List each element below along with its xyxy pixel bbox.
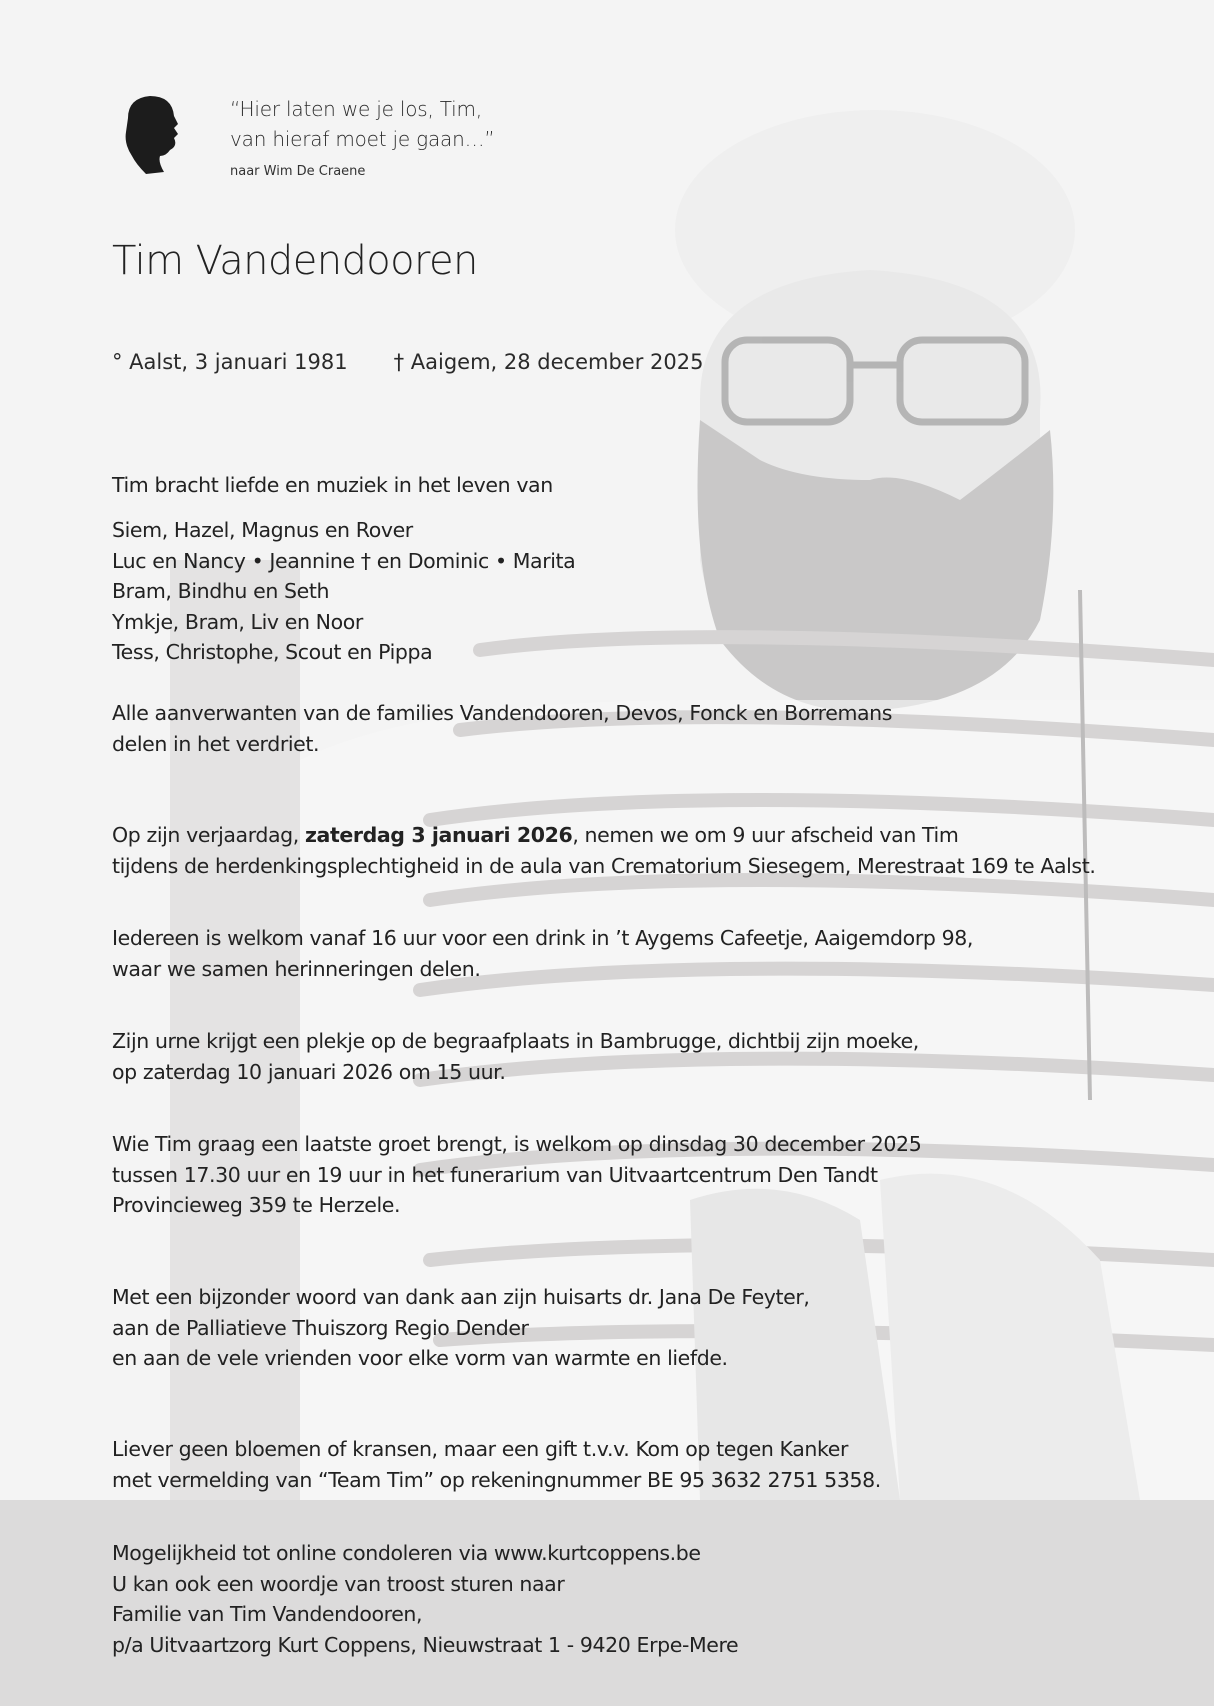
relatives-line: Alle aanverwanten van de families Vandendooren, Devos, Fonck en Borremans xyxy=(112,701,893,725)
ceremony-date: zaterdag 3 januari 2026 xyxy=(305,823,573,847)
ceremony-suffix: , nemen we om 9 uur afscheid van Tim xyxy=(572,823,959,847)
gift-paragraph xyxy=(112,1434,881,1495)
family-line: Bram, Bindhu en Seth xyxy=(112,579,330,603)
family-line: Luc en Nancy • Jeannine † en Dominic • Marita xyxy=(112,548,576,573)
life-dates xyxy=(112,350,703,374)
head-silhouette-icon xyxy=(116,94,186,176)
thanks-line: Met een bijzonder woord van dank aan zijn huisarts dr. Jana De Feyter, xyxy=(112,1285,810,1309)
gift-line: met vermelding van “Team Tim” op rekeningnummer BE 95 3632 2751 5358. xyxy=(112,1467,881,1492)
death-date: † Aaigem, 28 december 2025 xyxy=(393,350,704,374)
quote-line-1: “Hier laten we je los, Tim, xyxy=(230,97,482,121)
family-line: Ymkje, Bram, Liv en Noor xyxy=(112,609,363,634)
visit-line: Wie Tim graag een laatste groet brengt, is welkom op dinsdag 30 december 2025 xyxy=(112,1132,922,1156)
ceremony-paragraph xyxy=(112,820,1095,881)
condolences-line: U kan ook een woordje van troost sturen naar xyxy=(112,1571,565,1596)
visit-line: Provincieweg 359 te Herzele. xyxy=(112,1193,401,1217)
birth-date: ° Aalst, 3 januari 1981 xyxy=(112,350,348,374)
family-list xyxy=(112,515,575,668)
ceremony-line-1 xyxy=(112,820,1095,851)
family-line: Siem, Hazel, Magnus en Rover xyxy=(112,518,413,542)
quote-line-2: van hieraf moet je gaan…” xyxy=(230,127,495,151)
relatives-line: delen in het verdriet. xyxy=(112,731,320,756)
quote xyxy=(230,94,495,154)
deceased-name: Tim Vandendooren xyxy=(112,238,478,284)
condolences-paragraph xyxy=(112,1538,738,1660)
condolences-line: p/a Uitvaartzorg Kurt Coppens, Nieuwstraat 1 - 9420 Erpe-Mere xyxy=(112,1632,739,1657)
thanks-paragraph xyxy=(112,1282,810,1374)
drink-line: Iedereen is welkom vanaf 16 uur voor een drink in ’t Aygems Cafeetje, Aaigemdorp 98, xyxy=(112,926,973,950)
thanks-line: aan de Palliatieve Thuiszorg Regio Dender xyxy=(112,1315,529,1340)
visit-line: tussen 17.30 uur en 19 uur in het funerarium van Uitvaartcentrum Den Tandt xyxy=(112,1162,878,1187)
relatives-paragraph xyxy=(112,698,892,759)
urn-line: op zaterdag 10 januari 2026 om 15 uur. xyxy=(112,1059,506,1084)
drink-line: waar we samen herinneringen delen. xyxy=(112,956,481,981)
urn-line: Zijn urne krijgt een plekje op de begraafplaats in Bambrugge, dichtbij zijn moeke, xyxy=(112,1029,919,1053)
gift-line: Liever geen bloemen of kransen, maar een gift t.v.v. Kom op tegen Kanker xyxy=(112,1437,848,1461)
urn-paragraph xyxy=(112,1026,919,1087)
condolences-line: Mogelijkheid tot online condoleren via www.kurtcoppens.be xyxy=(112,1541,701,1565)
intro-text: Tim bracht liefde en muziek in het leven van xyxy=(112,473,553,497)
condolences-line: Familie van Tim Vandendooren, xyxy=(112,1602,423,1626)
family-line: Tess, Christophe, Scout en Pippa xyxy=(112,640,433,664)
quote-source: naar Wim De Craene xyxy=(230,164,366,179)
thanks-line: en aan de vele vrienden voor elke vorm van warmte en liefde. xyxy=(112,1346,728,1370)
ceremony-line-2: tijdens de herdenkingsplechtigheid in de aula van Crematorium Siesegem, Merestraat 169 te Aalst. xyxy=(112,853,1096,878)
ceremony-prefix: Op zijn verjaardag, xyxy=(112,823,306,847)
visit-paragraph xyxy=(112,1129,921,1221)
drink-paragraph xyxy=(112,923,973,984)
